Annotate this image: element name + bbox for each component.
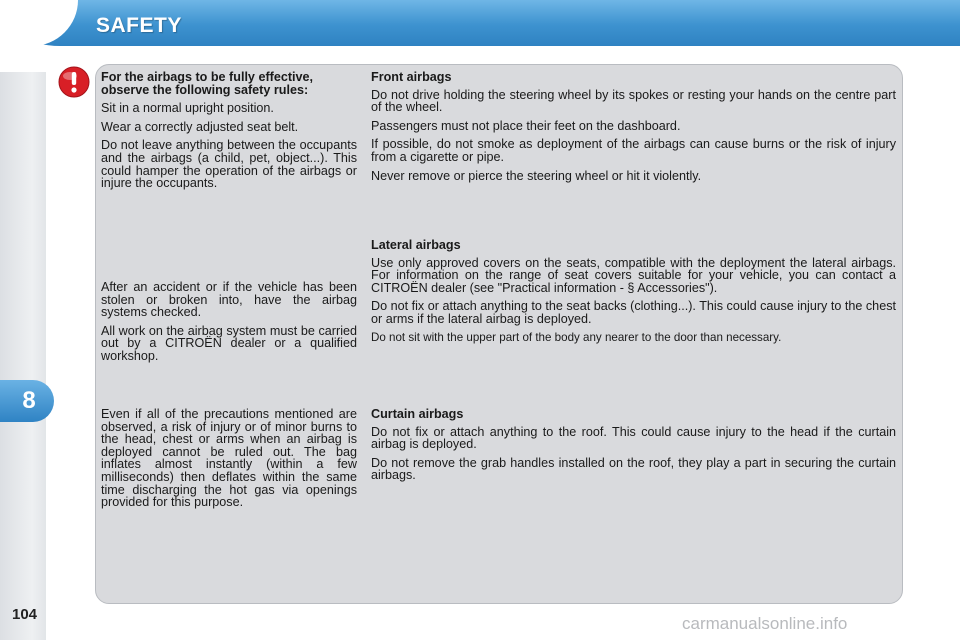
curtain-airbags-section <box>371 408 896 488</box>
side-strip <box>0 72 46 640</box>
safety-rule-text: Sit in a normal upright position. <box>101 101 274 116</box>
page-number: 104 <box>12 606 38 623</box>
after-accident-section <box>101 281 357 369</box>
safety-rule-text: Do not leave anything between the occupants and the airbags (a child, pet, object...). This could hamper the operation of the airbags or injure the occupants. <box>101 138 357 191</box>
front-airbags-text: Passengers must not place their feet on the dashboard. <box>371 118 681 133</box>
front-airbags-text: Never remove or pierce the steering wheel or hit it violently. <box>371 168 702 183</box>
warning-icon <box>58 66 90 98</box>
dealer-work-text: All work on the airbag system must be carried out by a CITROËN dealer or a qualified workshop. <box>101 323 357 363</box>
residual-risk-section <box>101 408 357 515</box>
after-accident-text: After an accident or if the vehicle has been stolen or broken into, have the airbag systems checked. <box>101 280 357 320</box>
lateral-airbags-heading: Lateral airbags <box>371 238 461 252</box>
curtain-airbags-text: Do not remove the grab handles installed on the roof, they play a part in securing the curtain airbags. <box>371 455 896 483</box>
front-airbags-section <box>371 71 896 188</box>
front-airbags-heading: Front airbags <box>371 70 452 84</box>
safety-rule-text: Wear a correctly adjusted seat belt. <box>101 119 299 134</box>
lateral-airbags-text: Do not fix or attach anything to the seat backs (clothing...). This could cause injury to the chest or arms if the lateral airbag is deployed. <box>371 299 896 326</box>
page-title: SAFETY <box>96 14 182 37</box>
watermark: carmanualsonline.info <box>682 614 848 633</box>
curtain-airbags-heading: Curtain airbags <box>371 407 464 421</box>
lateral-airbags-text: Do not sit with the upper part of the body any nearer to the door than necessary. <box>371 330 782 344</box>
lateral-airbags-text: Use only approved covers on the seats, compatible with the deployment the lateral airbags. For information on the range of seat covers suitable for your vehicle, you can contact a CITROËN dealer (see "Practical information - § Accessories"). <box>371 255 896 295</box>
front-airbags-text: Do not drive holding the steering wheel by its spokes or resting your hands on the centre part of the wheel. <box>371 87 896 115</box>
residual-risk-text: Even if all of the precautions mentioned are observed, a risk of injury or of minor burns to the head, chest or arms when an airbag is deployed cannot be ruled out. The bag inflates almost instantly (within a few milliseconds) then deflates within the same time discharging the hot gas via openings provided for this purpose. <box>101 407 357 510</box>
safety-rules-section <box>101 71 357 196</box>
chapter-number: 8 <box>22 387 36 414</box>
curtain-airbags-text: Do not fix or attach anything to the roof. This could cause injury to the head if the curtain airbag is deployed. <box>371 424 896 452</box>
lateral-airbags-section <box>371 239 896 350</box>
safety-rules-heading: For the airbags to be fully effective, observe the following safety rules: <box>101 70 314 97</box>
chapter-tab <box>0 380 54 422</box>
front-airbags-text: If possible, do not smoke as deployment of the airbags can cause burns or the risk of injury from a cigarette or pipe. <box>371 137 896 164</box>
